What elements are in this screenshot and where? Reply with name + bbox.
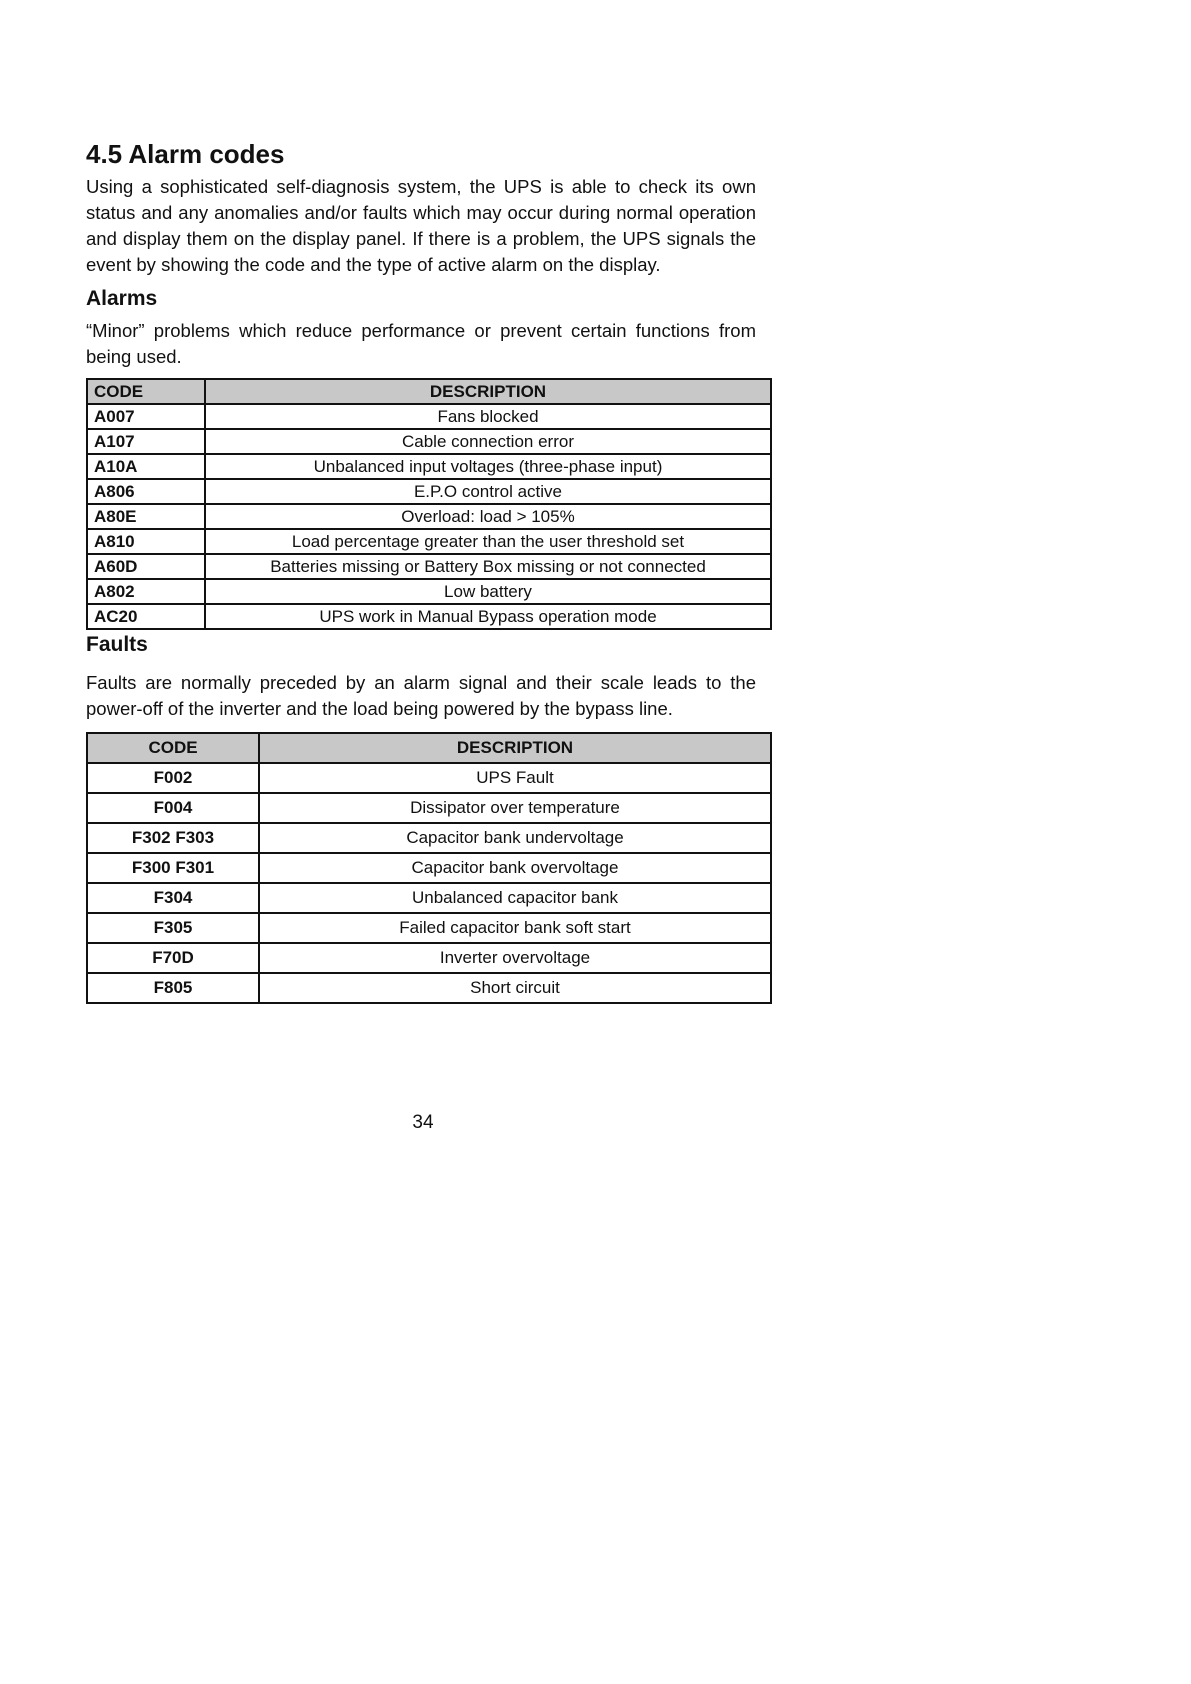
- table-row: [87, 913, 771, 943]
- alarm-code: A80E: [87, 504, 205, 529]
- alarms-description: “Minor” problems which reduce performance or prevent certain functions from being used.: [86, 320, 756, 367]
- fault-description: Capacitor bank undervoltage: [259, 823, 771, 853]
- table-row: [87, 943, 771, 973]
- alarms-table-header: [87, 379, 771, 404]
- table-row: [87, 604, 771, 629]
- table-row: [87, 429, 771, 454]
- fault-code: F004: [87, 793, 259, 823]
- table-row: [87, 973, 771, 1003]
- fault-code: F304: [87, 883, 259, 913]
- table-row: [87, 404, 771, 429]
- table-row: [87, 763, 771, 793]
- fault-description: Unbalanced capacitor bank: [259, 883, 771, 913]
- fault-code: F70D: [87, 943, 259, 973]
- alarm-description: Batteries missing or Battery Box missing or not connected: [205, 554, 771, 579]
- table-row: [87, 504, 771, 529]
- table-row: [87, 529, 771, 554]
- column-header-description: DESCRIPTION: [205, 379, 771, 404]
- column-header-code: CODE: [87, 733, 259, 763]
- fault-description: UPS Fault: [259, 763, 771, 793]
- column-header-description: DESCRIPTION: [259, 733, 771, 763]
- alarm-description: Load percentage greater than the user threshold set: [205, 529, 771, 554]
- intro-paragraph: Using a sophisticated self-diagnosis system, the UPS is able to check its own status and any anomalies and/or faults which may occur during normal operation and display them on the display panel. If there is a problem, the UPS signals the event by showing the code and the type of active alarm on the display.: [86, 176, 756, 275]
- fault-code: F002: [87, 763, 259, 793]
- faults-description: Faults are normally preceded by an alarm signal and their scale leads to the power-off of the inverter and the load being powered by the bypass line.: [86, 672, 756, 719]
- table-row: [87, 579, 771, 604]
- alarms-table: [86, 378, 772, 630]
- alarm-code: A806: [87, 479, 205, 504]
- alarm-description: Fans blocked: [205, 404, 771, 429]
- alarm-code: A10A: [87, 454, 205, 479]
- page-number: 34: [412, 1112, 434, 1133]
- fault-code: F305: [87, 913, 259, 943]
- fault-code: F300 F301: [87, 853, 259, 883]
- alarm-code: A810: [87, 529, 205, 554]
- faults-table: [86, 732, 772, 1004]
- alarm-description: Cable connection error: [205, 429, 771, 454]
- fault-code: F302 F303: [87, 823, 259, 853]
- alarm-description: E.P.O control active: [205, 479, 771, 504]
- table-row: [87, 853, 771, 883]
- alarm-code: A007: [87, 404, 205, 429]
- alarms-heading: Alarms: [86, 287, 158, 310]
- faults-table-header: [87, 733, 771, 763]
- fault-description: Capacitor bank overvoltage: [259, 853, 771, 883]
- alarm-code: A802: [87, 579, 205, 604]
- alarm-code: A107: [87, 429, 205, 454]
- fault-description: Failed capacitor bank soft start: [259, 913, 771, 943]
- column-header-code: CODE: [87, 379, 205, 404]
- alarm-description: Low battery: [205, 579, 771, 604]
- alarm-code: A60D: [87, 554, 205, 579]
- alarm-code: AC20: [87, 604, 205, 629]
- page-content: [86, 138, 758, 1004]
- faults-heading: Faults: [86, 633, 148, 656]
- table-row: [87, 479, 771, 504]
- table-row: [87, 793, 771, 823]
- table-row: [87, 823, 771, 853]
- fault-description: Inverter overvoltage: [259, 943, 771, 973]
- table-row: [87, 883, 771, 913]
- table-row: [87, 554, 771, 579]
- fault-description: Short circuit: [259, 973, 771, 1003]
- fault-description: Dissipator over temperature: [259, 793, 771, 823]
- section-heading: 4.5 Alarm codes: [86, 139, 285, 169]
- alarm-description: Overload: load > 105%: [205, 504, 771, 529]
- alarm-description: UPS work in Manual Bypass operation mode: [205, 604, 771, 629]
- alarm-description: Unbalanced input voltages (three-phase input): [205, 454, 771, 479]
- fault-code: F805: [87, 973, 259, 1003]
- table-row: [87, 454, 771, 479]
